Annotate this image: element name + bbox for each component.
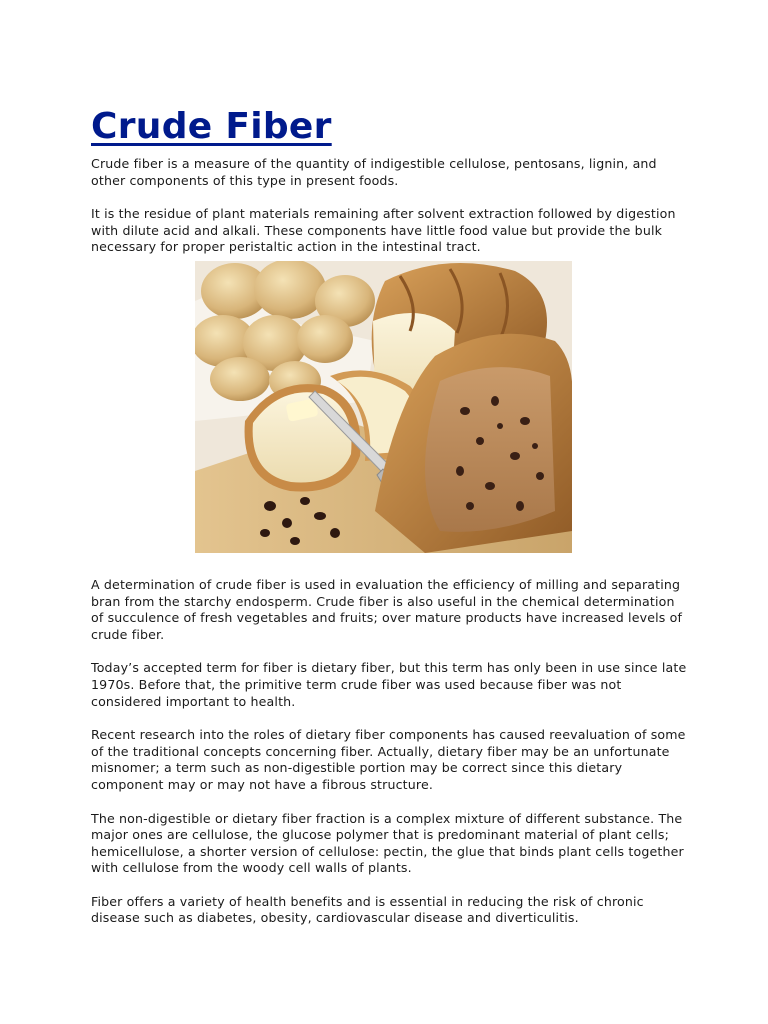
page-title: Crude Fiber <box>91 106 332 147</box>
bread-photo <box>195 261 572 553</box>
paragraph-fraction: The non-digestible or dietary fiber fraction is a complex mixture of different substance. The major ones are cellulose, the glucose polymer that is predominant material of plant cells; hemicellulose, a shorter version of cellulose: pectin, the glue that binds plant cells together with cellulose from the woody cell walls of plants. <box>91 810 684 876</box>
document-page <box>91 104 691 944</box>
bread-illustration <box>195 261 572 553</box>
paragraph-definition: Crude fiber is a measure of the quantity of indigestible cellulose, pentosans, lignin, and other components of this type in present foods. <box>91 156 657 188</box>
paragraph-dietary-fiber: Today’s accepted term for fiber is dietary fiber, but this term has only been in use since late 1970s. Before that, the primitive term crude fiber was used because fiber was not considered important to health. <box>91 660 687 709</box>
paragraph-residue: It is the residue of plant materials remaining after solvent extraction followed by digestion with dilute acid and alkali. These components have little food value but provide the bulk necessary for proper peristaltic action in the intestinal tract. <box>91 206 676 255</box>
paragraph-benefits: Fiber offers a variety of health benefits and is essential in reducing the risk of chronic disease such as diabetes, obesity, cardiovascular disease and diverticulitis. <box>91 893 644 926</box>
paragraph-research: Recent research into the roles of dietary fiber components has caused reevaluation of some of the traditional concepts concerning fiber. Actually, dietary fiber may be an unfortunate misnomer; a term such as non-digestible portion may be correct since this dietary component may or may not have a fibrous structure. <box>91 727 686 792</box>
paragraph-determination: A determination of crude fiber is used in evaluation the efficiency of milling and separating bran from the starchy endosperm. Crude fiber is also useful in the chemical determination of succulence of fresh vegetables and fruits; over mature products have increased levels of crude fiber. <box>91 576 683 642</box>
